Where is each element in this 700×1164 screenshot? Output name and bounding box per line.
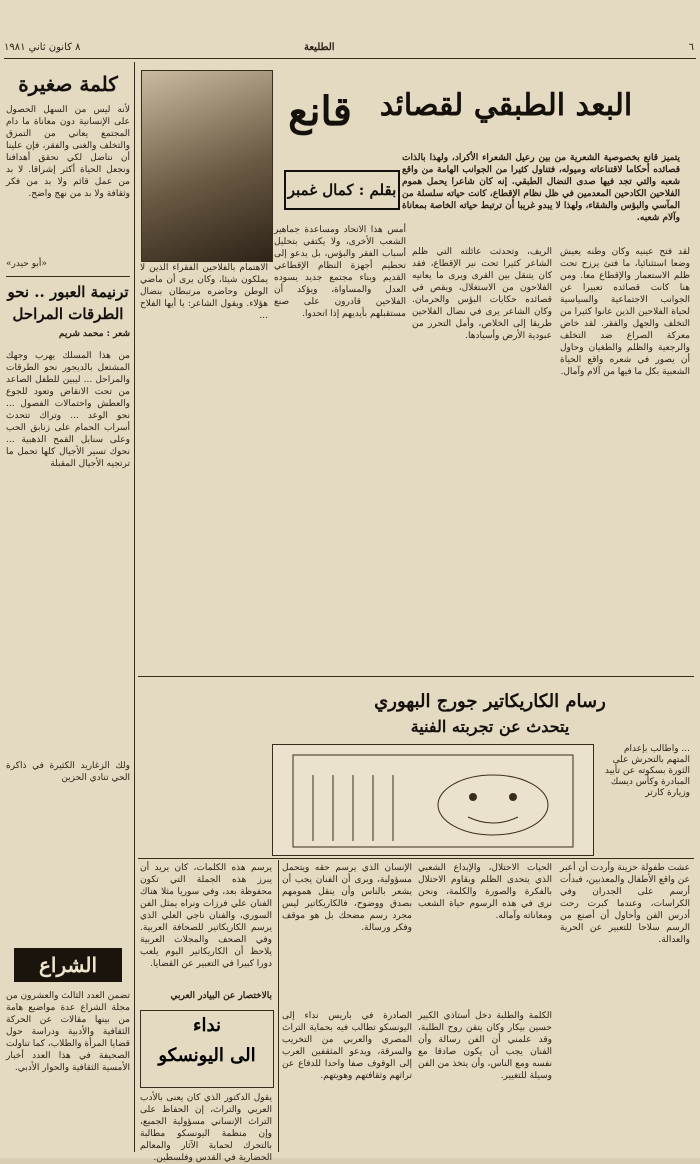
masthead [4,40,696,59]
section-divider [138,858,694,859]
kalima-body [6,104,130,254]
article-text: الصادرة في باريس نداء إلى اليونسكو تطالب فيه بحماية التراث المصري والعربي من التخريب والسرقة، ويدعو المثقفين العرب إلى الوقوف صفا واحدا للدفاع عن تراثهم وثقافتهم وهويتهم. [282,1011,412,1081]
poet-portrait-photo [141,70,273,262]
unesco-col-3 [418,1010,552,1152]
poem-ending [6,760,130,940]
unesco-title-box [140,1010,274,1088]
shira-body [6,990,130,1150]
main-headline: البعد الطبقي لقصائد [379,88,633,123]
byline: بقلم : كمال غمبر [284,170,400,210]
page-number: ٦ [688,42,694,53]
poem-body [6,350,130,750]
column-rule [134,62,135,1152]
cartoon-article-col-a [140,862,272,986]
article-text: الحيات الاحتلال، والإبداع الشعبي الذي يتحدى الظلم ويقاوم الاحتلال بالفكرة والصورة والكلمة، ونحن نرى في هذه الرسوم حياة الشعب ومعاناته وآماله. [418,863,552,921]
article-column-3 [274,224,406,672]
shira-text: تضمن العدد الثالث والعشرون من مجلة الشراع عدة مواضيع هامة من بينها مقالات عن الحركة الثقافية والأدبية ودراسة حول قضايا المرأة والطلاب، كما تناولت الصحيفة في هذا العدد أخبار الأمسية الثقافية والحوار الأدبي. [5,991,130,1073]
article-text: الكلمة والطلبة دخل أستاذي الكبير حسين بيكار وكان يتقن روح الطلبة، وقد علمني أن الفن رسالة وأن الفنان يجب أن يكون صادقا مع نفسه ومع الناس، وأن يتخذ من الفن وسيلة للتغيير. [418,1011,552,1081]
cartoon-article-headline: رسام الكاريكاتير جورج البهوري [374,691,606,712]
poem-author: شعر : محمد شريم [58,329,130,339]
poem-title: ترنيمة العبور .. نحو [7,283,129,301]
article-text: يرسم هذه الكلمات، كان يريد أن يبرز هذه الجملة التي تكون محفوظة بعد، وفي سوريا مثلا هناك الفنان علي فرزات ونراه يمثل الفن السوري، والفنان ناجي العلي الذي يرسم الكاريكاتير للصحافة العربية. وفي الصحف والمجلات العربية يلاحظ أن الكاريكاتير اليوم يلعب دورا كبيرا في التعبير عن القضايا. [140,863,272,969]
article-text: الريف، وتحدثت عائلته التي ظلم الشاعر كثيرا تحت نير الإقطاع، فقد كان يتنقل بين القرى ويرى ما يعانيه الفلاحون من الاستغلال، ويقص في قصائده حكايات البؤس والحرمان. وكان الشاعر يرى في نضال الفلاحين طريقا إلى الخلاص، وأمل التحرر من عبودية الأرض وأسيادها. [412,247,552,341]
cartoon-figure [438,775,548,835]
shira-title: الشراع [14,948,122,982]
cartoon-eye [509,793,517,801]
article-text: عشت طفولة حزينة وأردت أن أعبر عن واقع الأطفال والمعذبين، فبدأت أرسم على الجدران وفي الكراسات، وعندما كبرت رحت أدرس الفن وأحاول أن أصنع من الرسم سلاحا للتعبير عن الحرية والعدالة. [560,863,690,945]
poem-text: ولك الزغاريد الكثيرة في ذاكرة الحي تنادي الحزين [6,761,130,783]
column-rule [278,860,279,1152]
article-text: لقد فتح عينيه وكان وطنه يعيش وضعا استثنائيا، ما فتئ يرزح تحت ظلم الاستعمار والإقطاع معا. ومن هنا كانت قصائده تعبيرا عن الجوانب الاجتماعية والسياسية لحياة الفلاحين الذين عانوا كثيرا من التخلف والجهل والفقر. لقد خاض معركة الصراع ضد التخلف والرجعية والظلم والطغيان وحاول أن يصور في شعره واقع الحياة الشعبية بكل ما فيها من آلام وآمال. [560,247,690,377]
section-divider [138,676,694,677]
cartoon-caption: ... واطالب بإعدام المتهم بالتحرش على الثورة بسكوته عن تأييد المبادرة وكأس ديسك وزيارة كارتر [604,744,690,798]
article-intro: يتميز قانع بخصوصية الشعرية من بين رعيل الشعراء الأكراد، ولهذا بالذات قصائده أحكاما لاقتناعاته وميوله، فتناول كثيرا من الجوانب الهامة من واقع شعبه والتي تجد فيها صدى النضال الطبقي. إنه كان شاعرا يحمل هموم الفلاحين الكادحين المعدمين في ظل نظام الإقطاع، كانت حياته سلسلة من المآسي والبؤس والشقاء، ولهذا لا يبدو غريبا أن ترتبط حياته الخاصة بمعاناة وآلام شعبه. [402,153,680,223]
kalima-text: لأنه ليس من السهل الحصول على الإنسانية دون معاناة ما دام المجتمع يعاني من التمزق والتخلف والغنى والفقر، فإن علينا أن نناضل لكي نحقق أهدافنا ونجعل الحياة أكثر إشراقا. لا بد من عمل قائم ولا بد من فكر وثقافة ولا بد من نهج واضح. [6,105,130,199]
kalima-signature: «أبو حيدر» [6,259,47,269]
article-column-4 [140,262,268,672]
article-text: يقول الدكتور الذي كان يعنى بالأدب العربي والتراث، إن الحفاظ على التراث الإنساني مسؤولية الجميع، وإن منظمة اليونسكو مطالبة بالتحرك لحماية الآثار والمعالم الحضارية في القدس وفلسطين. [140,1093,272,1163]
article-text: الإنسان الذي يرسم حقه ويتحمل مسؤولية، ويرى أن الفنان يجب أن يشعر بالناس وأن ينقل همومهم بصدق ووضوح، فالكاريكاتير ليس مجرد رسم مضحك بل هو موقف وفكر ورسالة. [282,863,412,933]
article-text: أمس هذا الاتحاد ومساعدة جماهير الشعب الأخرى، ولا يكتفي بتحليل أسباب الفقر والبؤس، بل يدعو إلى تحطيم أجهزة النظام الإقطاعي القديم وبناء مجتمع جديد يسوده العدل والمساواة، ويؤكد أن الفلاحين قادرون على صنع مستقبلهم بأيديهم إذا اتحدوا. [274,225,406,319]
cartoon-article-col-b [282,862,412,1008]
cartoon-mouth [468,817,518,823]
cartoon-article-subheadline: يتحدث عن تجربته الفنية [410,717,570,736]
caricature-drawing [272,744,594,856]
article-text: الاهتمام بالفلاحين الفقراء الذين لا يملكون شيئا، وكان يرى أن ماضي الوطن وحاضره مرتبطان بنضال هؤلاء. ويقول الشاعر: يا أيها الفلاح ... [140,263,268,321]
unesco-col-1 [140,1092,272,1163]
unesco-col-2 [282,1010,412,1152]
kalima-title: كلمة صغيرة [18,72,118,96]
cartoon-article-col-c [418,862,552,1008]
cartoon-frame [293,755,573,847]
cartoon-article-note: بالاختصار عن البيادر العربي [170,991,272,1001]
article-column-1 [560,246,690,672]
main-headline-name: قانع [288,88,352,135]
newspaper-name: الطليعة [304,42,335,53]
cartoon-eye [469,793,477,801]
unesco-subtitle: الى اليونسكو [158,1045,256,1066]
article-column-2 [412,246,552,672]
issue-date: ٨ كانون ثاني ١٩٨١ [4,42,81,53]
unesco-title: نداء [193,1015,221,1036]
sidebar-divider [6,276,130,277]
caricature-drawing-svg [273,745,593,855]
cartoon-article-col-d [560,862,690,1152]
poem-title-line2: الطرقات المراحل [12,305,124,323]
poem-text: من هذا المسلك يهرب وجهك المشتعل بالديجور نحو الطرقات والمراحل ... ليبين للطفل الصاعد من تحت الانقاض وتعود للجوع والعطش واحتمالات الفصول ... نحو الوعد ... وتراك تتحدث أسراب الحمام على زنابق الحب وعلى سنابل القمح الذهبية ... نحوك تسير الأجيال كلها تحمل ما ترتجيه الأجيال المقبلة [6,351,130,469]
